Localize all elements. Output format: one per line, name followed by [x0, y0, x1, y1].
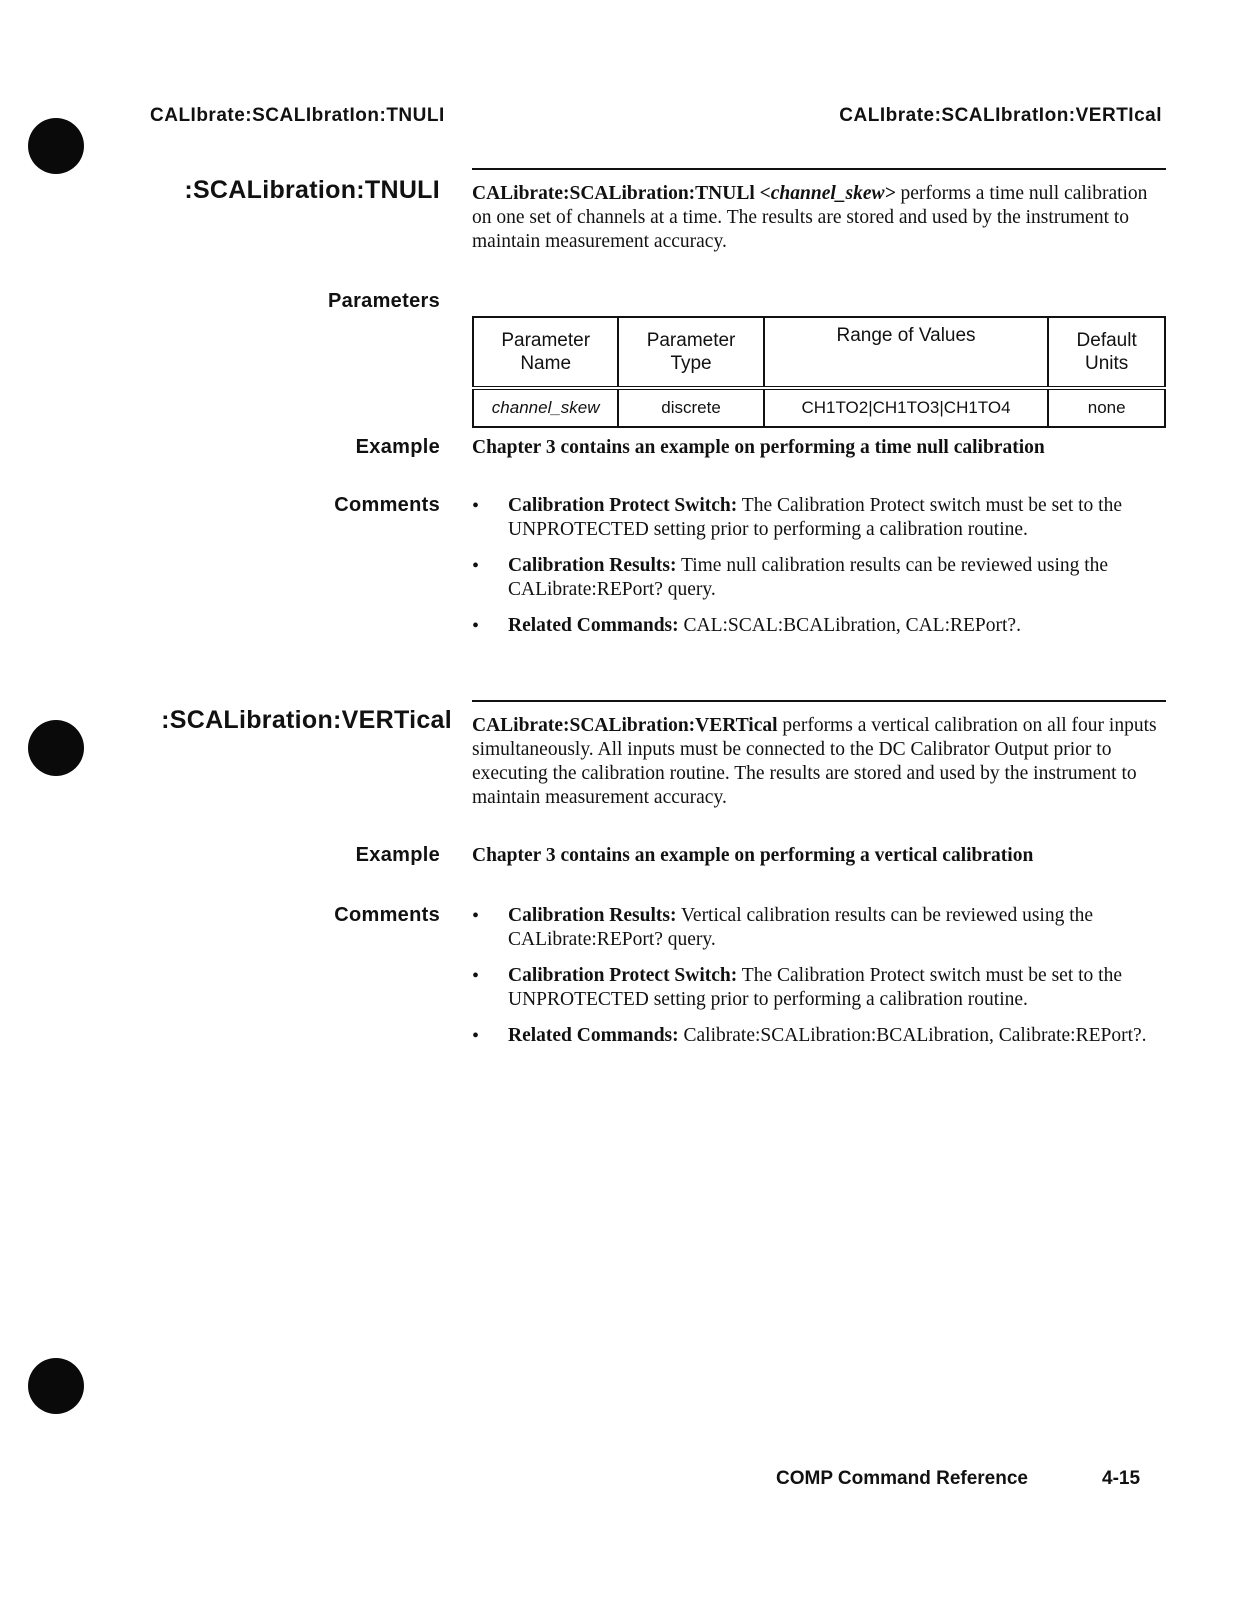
command-name: CALibrate:SCALibration:TNULl — [472, 183, 755, 204]
footer-title: COMP Command Reference — [776, 1468, 1028, 1489]
page-number: 4-15 — [1102, 1468, 1141, 1489]
list-item: • Calibration Results: Vertical calibration results can be reviewed using the CALibrate:REPort? query. — [472, 904, 1162, 952]
list-item: • Calibration Protect Switch: The Calibration Protect switch must be set to the UNPROTECTED setting prior to performing a calibration routine. — [472, 964, 1162, 1012]
cell-parameter-name: channel_skew — [473, 388, 618, 427]
table-row — [473, 388, 1165, 427]
section-title-vertical: :SCALibration:VERTical — [161, 706, 452, 734]
cell-range-of-values: CH1TO2|CH1TO3|CH1TO4 — [764, 388, 1049, 427]
section-title-tnull: :SCALibration:TNULI — [184, 176, 440, 204]
parameters-label: Parameters — [328, 290, 440, 312]
comments-label-tnull: Comments — [334, 494, 440, 516]
comments-list-tnull — [472, 494, 1162, 650]
list-item: • Related Commands: Calibrate:SCALibration:BCALibration, Calibrate:REPort?. — [472, 1024, 1162, 1048]
list-item: • Related Commands: CAL:SCAL:BCALibration, CAL:REPort?. — [472, 614, 1162, 638]
list-item: • Calibration Protect Switch: The Calibration Protect switch must be set to the UNPROTECTED setting prior to performing a calibration routine. — [472, 494, 1162, 542]
section-rule-vertical — [472, 700, 1166, 702]
list-item: • Calibration Results: Time null calibration results can be reviewed using the CALibrate:REPort? query. — [472, 554, 1162, 602]
binder-hole-middle — [28, 720, 84, 776]
section-desc-vertical — [472, 714, 1162, 810]
col-range-of-values: Range of Values — [764, 317, 1049, 388]
col-parameter-name: Parameter Name — [473, 317, 618, 388]
command-description: performs a time null calibration on one set of channels at a time. The results are stored and used by the instrument to maintain measurement accuracy. — [472, 183, 1148, 252]
col-parameter-type: Parameter Type — [618, 317, 763, 388]
binder-hole-bottom — [28, 1358, 84, 1414]
cell-default-units: none — [1048, 388, 1165, 427]
command-name: CALibrate:SCALibration:VERTical — [472, 715, 778, 736]
col-default-units: Default Units — [1048, 317, 1165, 388]
table-header-row — [473, 317, 1165, 388]
section-rule-tnull — [472, 168, 1166, 170]
comments-list-vertical — [472, 904, 1162, 1060]
command-argument: <channel_skew> — [759, 183, 896, 204]
command-description: performs a vertical calibration on all four inputs simultaneously. All inputs must be connected to the DC Calibrator Output prior to executing the calibration routine. The results are stored and used by the instrument to maintain measurement accuracy. — [472, 715, 1157, 808]
example-text-tnull: Chapter 3 contains an example on performing a time null calibration — [472, 437, 1045, 458]
example-label-tnull: Example — [355, 436, 440, 458]
example-text-vertical: Chapter 3 contains an example on performing a vertical calibration — [472, 845, 1034, 866]
cell-parameter-type: discrete — [618, 388, 763, 427]
parameters-table — [472, 316, 1166, 428]
example-label-vertical: Example — [355, 844, 440, 866]
binder-hole-top — [28, 118, 84, 174]
comments-label-vertical: Comments — [334, 904, 440, 926]
section-desc-tnull — [472, 182, 1162, 254]
running-header-left: CALIbrate:SCALIbratIon:TNULI — [150, 105, 445, 126]
running-header-right: CALIbrate:SCALIbratIon:VERTIcal — [839, 105, 1162, 126]
